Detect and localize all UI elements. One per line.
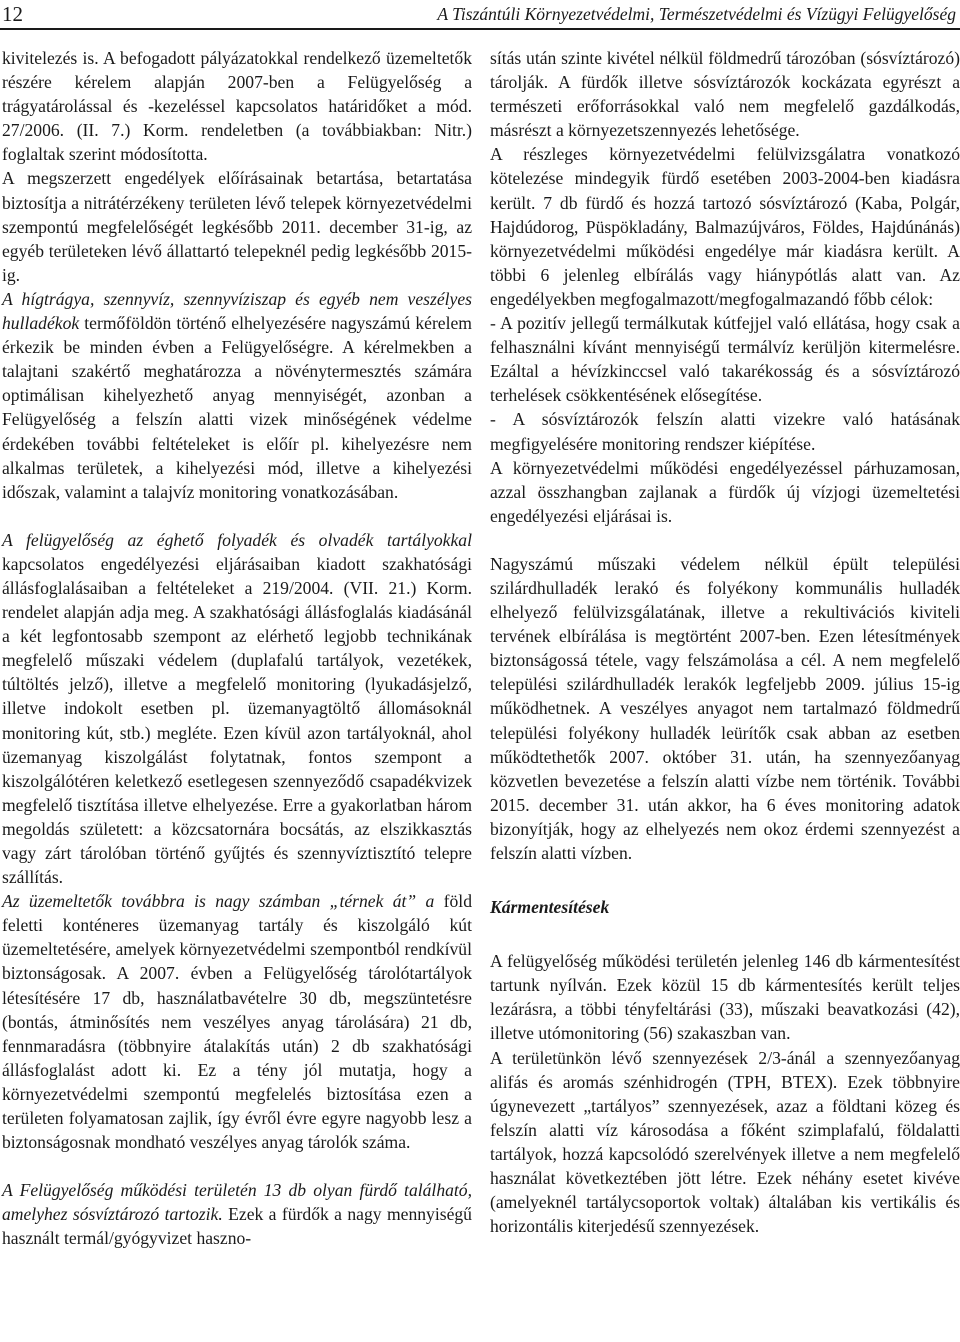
spacer: [490, 865, 960, 895]
italic-lead: A felügyelőség az éghető folyadék és olvadék tartályokkal: [2, 529, 472, 550]
paragraph-text: föld feletti konténeres üzemanyag tartály és kiszolgáló kút üzemeltetésére, amelyek környezetvédelmi szempontból rendkívül biztonságosak. A 2007. évben a Felügyelőség tárolótartályok létesítésére 17 db, használatbavételre 30 db, megszüntetésre (bontás, átminősítés nem veszélyes anyag tárolására) 21 db, fennmaradásra (többnyire átalakítás után) 2 db szakhatósági állásfoglalást adott ki. Ez a tény jól mutatja, hogy a környezetvédelmi szempontú megfelelés biztosítása ezen a területen folyamatosan zajlik, így évről évre egyre nagyobb lesz a biztonságosnak mondható veszélyes anyag tárolók száma.: [2, 891, 472, 1153]
paragraph: [2, 1178, 472, 1250]
dash-list-item: - A sósvíztározók felszín alatti vizekre való hatásának megfigyelésére monitoring rendszer kiépítése.: [490, 409, 960, 454]
italic-lead: A hígtrágya, szennyvíz, szennyvíziszap és egyéb nem veszélyes hulladékok: [2, 288, 472, 334]
paragraph: A megszerzett engedélyek előírásainak betartása, betartatása biztosítja a nitrátérzékeny területen lévő telepek környezetvédelmi szempontú megfelelőségét legkésőbb 2011. december 31-ig, az egyéb területeken lévő állattartó telepeknél pedig legkésőbb 2015-ig.: [2, 168, 472, 285]
paragraph: A területünkön lévő szennyezések 2/3-ánál a szennyezőanyag alifás és aromás szénhidrogén (TPH, BTEX). Ezek többnyire úgynevezett „tartályos” szennyezések, azaz a földtani közeg és felszín alatti víz károsodása a főként szimplafalú, földalatti tartályok, hozzá kapcsolódó szerelvények illetve a nem megfelelő használat következtében jött létre. Ezek néhány esetet kivéve (amelyeknél tartálycsoportok voltak) általában kis vertikális és horizontális kiterjedésű szennyezések.: [490, 1047, 960, 1237]
paragraph: A felügyelőség működési területén jelenleg 146 db kármentesítést tartunk nyílván. Ezek közül 15 db kármentesítés került teljes lezárásra, a többi tényfeltárási (33), műszaki beavatkozási (42), illetve utómonitoring (56) szakaszban van.: [490, 951, 960, 1044]
spacer: [490, 528, 960, 552]
paragraph-text: Ezek a fürdők a nagy mennyiségű használt termál/gyógyvizet haszno-: [2, 1204, 472, 1249]
spacer: [490, 919, 960, 949]
paragraph: sítás után szinte kivétel nélkül földmedrű tározóban (sósvíztározó) tárolják. A fürdők illetve sósvíztározók kockázata egyrészt a természeti erőforrásokkal való nem megfelelő gazdálkodás, másrészt a környezetszennyezés lehetősége.: [490, 48, 960, 141]
paragraph: A részleges környezetvédelmi felülvizsgálatra vonatkozó kötelezése mindegyik fürdő esetében 2003-2004-ben kiadásra került. 7 db fürdő és hozzá tartozó sósvíztározó (Kaba, Polgár, Hajdúdorog, Püspökladány, Balmazújváros, Földes, Hajdúnánás) környezetvédelmi működési engedélye már kiadásra került. A többi 6 jelenleg elbírálás vagy hiánypótlás alatt van. Az engedélyekben megfogalmazott/megfogalmazandó főbb célok:: [490, 144, 960, 309]
spacer: [2, 504, 472, 528]
page-header: [0, 0, 960, 34]
paragraph-text: kapcsolatos engedélyezési eljárásaiban kiadott szakhatósági állásfoglalásaiban a feltételeket a 219/2004. (VII. 21.) Korm. rendelet alapján adja meg. A szakhatósági állásfoglalás kiadásánál a két legfontosabb szempont az elérhető legjobb technikának megfelelő műszaki védelem (duplafalú tartályok, vezetékek, túltöltés jelző), illetve a megfelelő monitoring (lyukadásjelző, illetve indokolt esetben pl. üzemanyagtöltő állomásoknál monitoring kút, stb.) megléte. Ezen kívül azon tartályoknál, ahol üzemanyag kiszolgálást folytatnak, fontos szempont a kiszolgálótéren keletkező esetlegesen szennyeződő csapadékvizek megfelelő tisztítása illetve elhelyezése. Erre a gyakorlatban három megoldás született: a közcsatornára bocsátás, az elszikkasztás vagy zárt tárolóban történő gyűjtés és szennyvíztisztító telepre szállítás.: [2, 553, 472, 888]
header-rule: [0, 28, 960, 30]
paragraph: [2, 889, 472, 1154]
paragraph: [2, 528, 472, 889]
left-column: [2, 46, 472, 1251]
paragraph: A környezetvédelmi működési engedélyezéssel párhuzamosan, azzal összhangban zajlanak a fürdők új vízjogi üzemeltetési engedélyezési eljárásai is.: [490, 457, 960, 526]
paragraph: kivitelezés is. A befogadott pályázatokkal rendelkező üzemeltetők részére kérelem alapján 2007-ben a Felügyelőség a trágyatárolással és -kezeléssel kapcsolatos határidőket a mód. 27/2006. (II. 7.) Korm. rendeletben (a továbbiakban: Nitr.) foglaltak szerint módosította.: [2, 48, 472, 165]
paragraph: [2, 287, 472, 504]
dash-list-item: - A pozitív jellegű termálkutak kútfejjel való ellátása, hogy csak a felhasználni kívánt mennyiségű termálvíz kerüljön kitermelésre. Ezáltal a hévízkinccsel való takarékosság és a sósvíztározó terhelések csökkentésének elősegítése.: [490, 313, 960, 406]
italic-lead: Az üzemeltetők továbbra is nagy számban „térnek át” a: [2, 891, 435, 912]
right-column: [490, 46, 960, 1238]
spacer: [2, 1154, 472, 1178]
paragraph-text: termőföldön történő elhelyezésére nagyszámú kérelem érkezik be minden évben a Felügyelőségre. A kérelmekben a talajtani szakértő meghatározza a növénytermesztés számára optimálisan kihelyezhető anyag mennyiségét, azonban a Felügyelőség a felszín alatti vizek minőségének védelme érdekében további feltételeket is előír pl. kihelyezésre nem alkalmas területek, a kihelyezési mód, illetve a kihelyezési időszak, valamint a talajvíz monitoring vonatkozásában.: [2, 313, 472, 502]
page-number: 12: [2, 2, 23, 26]
paragraph: Nagyszámú műszaki védelem nélkül épült települési szilárdhulladék lerakó és folyékony kommunális hulladék elhelyező felülvizsgálatának, illetve a rekultivációs kiviteli tervének elbírálása is megtörtént 2007-ben. Ezen létesítmények biztonságossá tétele, vagy felszámolása a cél. A nem megfelelő települési szilárdhulladék lerakók legfeljebb 2009. július 15-ig működhetnek. A veszélyes anyagot nem tartalmazó földmedrű települési folyékony hulladék leürítők csak abban az esetben működtethetők 2007. október 31. után, ha szennyezőanyag közvetlen bevezetése a felszín alatti vízbe nem történik. További 2015. december 31. után akkor, ha 6 éves monitoring adatok bizonyítják, hogy az elhelyezés nem okoz érdemi szennyezést a felszín alatti vízben.: [490, 553, 960, 863]
italic-lead: A Felügyelőség működési területén 13 db olyan fürdő található, amelyhez sósvíztározó tartozik.: [2, 1180, 472, 1225]
running-title: A Tiszántúli Környezetvédelmi, Természetvédelmi és Vízügyi Felügyelőség: [437, 4, 956, 24]
section-title: Kármentesítések: [490, 897, 610, 918]
